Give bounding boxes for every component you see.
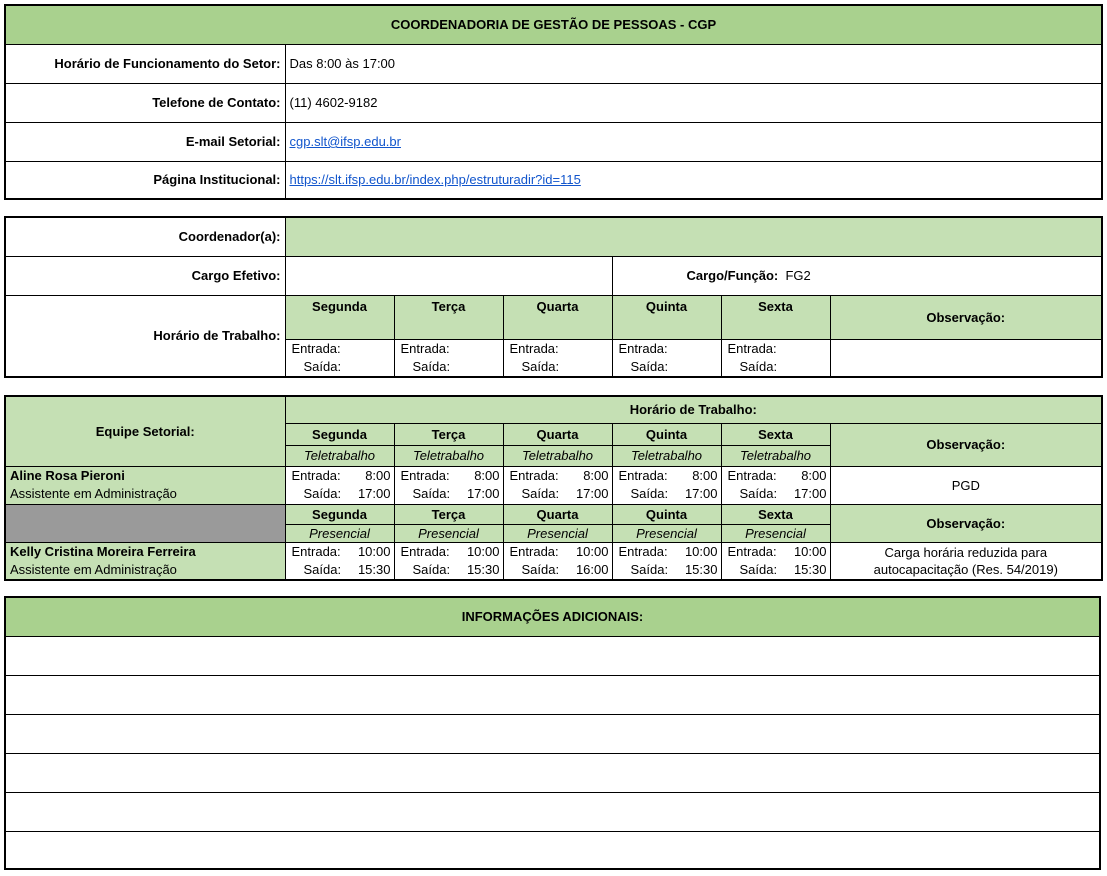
member-name: Aline Rosa Pieroni — [10, 468, 125, 483]
day-header: Terça — [394, 295, 503, 339]
team-schedule-label: Horário de Trabalho: — [285, 396, 1102, 423]
day-header: Quarta — [503, 423, 612, 445]
day-header: Segunda — [285, 423, 394, 445]
day-header: Terça — [394, 504, 503, 524]
mode-label: Teletrabalho — [394, 445, 503, 466]
funcao-cell — [612, 256, 1102, 295]
funcao-label: Cargo/Função: — [686, 268, 779, 283]
mode-label: Presencial — [721, 524, 830, 542]
mode-label: Teletrabalho — [612, 445, 721, 466]
email-link[interactable]: cgp.slt@ifsp.edu.br — [289, 134, 401, 149]
obs-label: Observação: — [830, 295, 1102, 339]
schedule-cell: Entrada: 10:00 Saída: 15:30 — [721, 542, 830, 580]
schedule-cell: Entrada: 8:00 Saída: 17:00 — [503, 466, 612, 504]
funcao-value: FG2 — [785, 268, 811, 283]
mode-label: Presencial — [285, 524, 394, 542]
day-header: Quinta — [612, 423, 721, 445]
sector-info-table — [4, 4, 1103, 200]
member-obs: Carga horária reduzida para autocapacitação (Res. 54/2019) — [830, 542, 1102, 580]
schedule-cell: Entrada: 8:00 Saída: 17:00 — [285, 466, 394, 504]
cargo-label: Cargo Efetivo: — [5, 256, 285, 295]
coordinator-value — [285, 217, 1102, 256]
day-header: Segunda — [285, 504, 394, 524]
team-obs-label: Observação: — [830, 423, 1102, 466]
day-header: Sexta — [721, 504, 830, 524]
schedule-cell: Entrada: Saída: — [721, 339, 830, 377]
day-header: Sexta — [721, 295, 830, 339]
schedule-cell: Entrada: 10:00 Saída: 15:30 — [612, 542, 721, 580]
coordinator-table — [4, 216, 1103, 378]
day-header: Segunda — [285, 295, 394, 339]
additional-row — [5, 753, 1100, 792]
mode-label: Presencial — [394, 524, 503, 542]
mode-label: Teletrabalho — [285, 445, 394, 466]
member-cell — [5, 466, 285, 504]
additional-row — [5, 792, 1100, 831]
schedule-cell: Entrada: 10:00 Saída: 16:00 — [503, 542, 612, 580]
mode-label: Teletrabalho — [721, 445, 830, 466]
team-obs-label: Observação: — [830, 504, 1102, 542]
team-table — [4, 395, 1103, 581]
day-header: Quarta — [503, 504, 612, 524]
separator-cell — [5, 504, 285, 542]
day-header: Terça — [394, 423, 503, 445]
schedule-cell: Entrada: 8:00 Saída: 17:00 — [612, 466, 721, 504]
member-obs: PGD — [830, 466, 1102, 504]
additional-row — [5, 831, 1100, 869]
day-header: Sexta — [721, 423, 830, 445]
schedule-cell: Entrada: 10:00 Saída: 15:30 — [285, 542, 394, 580]
phone-label: Telefone de Contato: — [5, 83, 285, 122]
member-cell — [5, 542, 285, 580]
day-header: Quarta — [503, 295, 612, 339]
day-header: Quinta — [612, 295, 721, 339]
coordinator-label: Coordenador(a): — [5, 217, 285, 256]
schedule-cell: Entrada: 8:00 Saída: 17:00 — [721, 466, 830, 504]
hours-value: Das 8:00 às 17:00 — [285, 44, 1102, 83]
schedule-cell: Entrada: Saída: — [394, 339, 503, 377]
member-role: Assistente em Administração — [10, 561, 177, 577]
hours-label: Horário de Funcionamento do Setor: — [5, 44, 285, 83]
phone-value: (11) 4602-9182 — [285, 83, 1102, 122]
schedule-label: Horário de Trabalho: — [5, 295, 285, 377]
obs-value — [830, 339, 1102, 377]
additional-row — [5, 714, 1100, 753]
schedule-cell: Entrada: Saída: — [503, 339, 612, 377]
additional-title: INFORMAÇÕES ADICIONAIS: — [5, 597, 1100, 636]
member-name: Kelly Cristina Moreira Ferreira — [10, 543, 196, 559]
schedule-cell: Entrada: 8:00 Saída: 17:00 — [394, 466, 503, 504]
additional-row — [5, 675, 1100, 714]
schedule-cell: Entrada: Saída: — [285, 339, 394, 377]
additional-row — [5, 636, 1100, 675]
mode-label: Presencial — [612, 524, 721, 542]
email-label: E-mail Setorial: — [5, 122, 285, 161]
additional-info-table — [4, 596, 1101, 870]
cargo-value — [285, 256, 612, 295]
sector-title: COORDENADORIA DE GESTÃO DE PESSOAS - CGP — [5, 5, 1102, 44]
page-label: Página Institucional: — [5, 161, 285, 199]
mode-label: Presencial — [503, 524, 612, 542]
team-label: Equipe Setorial: — [5, 396, 285, 466]
day-header: Quinta — [612, 504, 721, 524]
schedule-cell: Entrada: Saída: — [612, 339, 721, 377]
mode-label: Teletrabalho — [503, 445, 612, 466]
member-role: Assistente em Administração — [10, 486, 177, 501]
schedule-cell: Entrada: 10:00 Saída: 15:30 — [394, 542, 503, 580]
institutional-page-link[interactable]: https://slt.ifsp.edu.br/index.php/estruturadir?id=115 — [289, 172, 581, 188]
